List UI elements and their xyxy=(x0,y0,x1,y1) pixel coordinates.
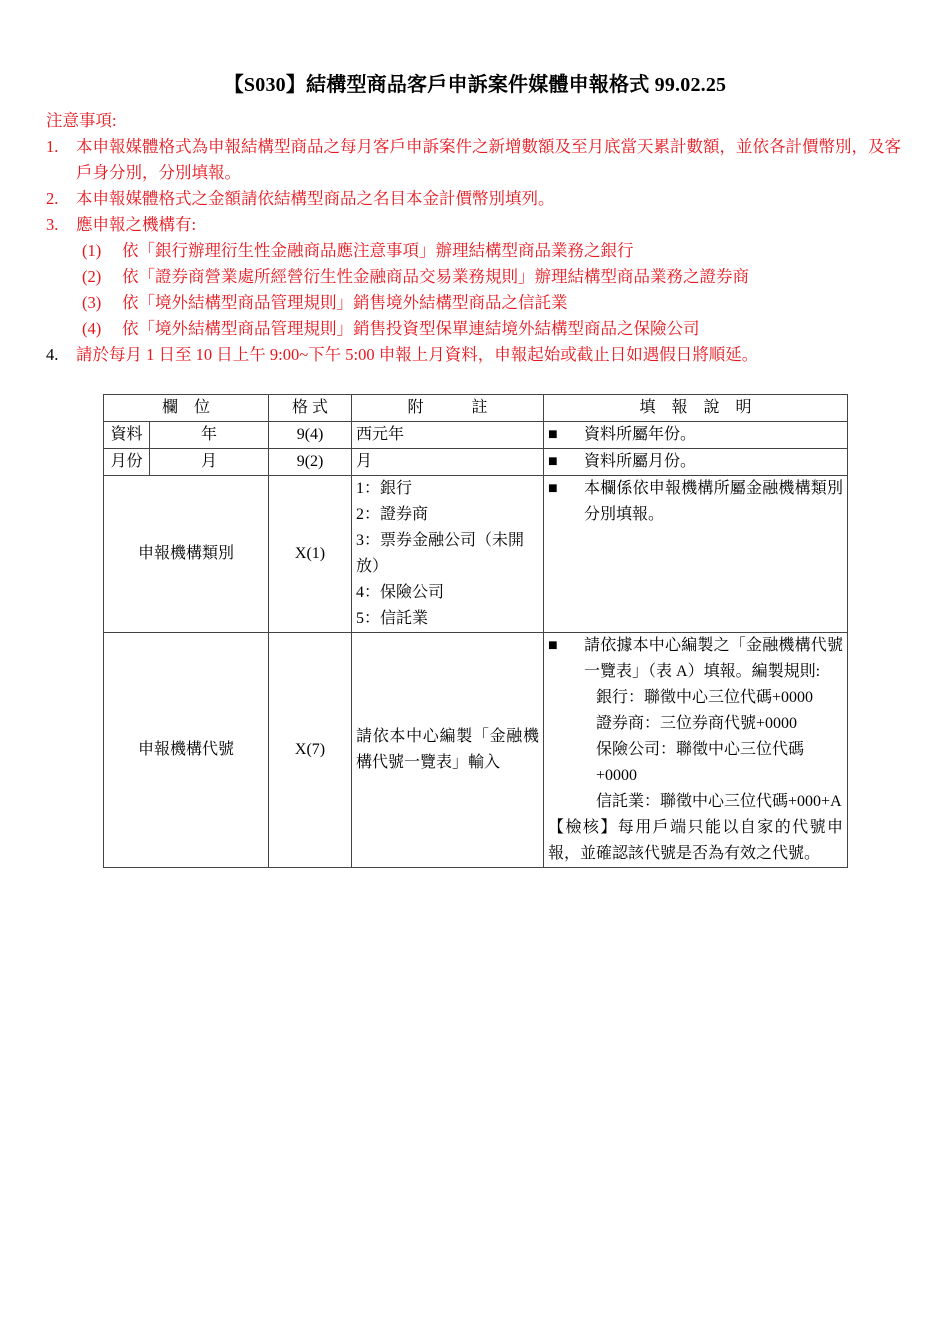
category-option: 5：信託業 xyxy=(356,610,429,627)
header-field: 欄 位 xyxy=(104,395,269,422)
bullet-square-icon: ■ xyxy=(548,426,558,443)
table-row-month xyxy=(104,449,848,476)
subitem-number: (2) xyxy=(82,267,102,286)
field-month: 月 xyxy=(150,449,269,476)
table-row-institution-code xyxy=(104,633,848,868)
category-option: 1：銀行 xyxy=(356,480,413,497)
note-month: 月 xyxy=(352,449,544,476)
note-item-1 xyxy=(46,134,906,186)
note-year: 西元年 xyxy=(352,422,544,449)
note-item-2 xyxy=(46,186,906,212)
format-spec-table xyxy=(103,394,848,868)
code-rule: 保險公司：聯徵中心三位代碼+0000 xyxy=(596,741,805,784)
subitem-number: (1) xyxy=(82,241,102,260)
desc-month: ■ 資料所屬月份。 xyxy=(544,449,848,476)
note-institution-category xyxy=(352,476,544,633)
header-format: 格 式 xyxy=(269,395,352,422)
format-month: 9(2) xyxy=(269,449,352,476)
code-rule: 證券商：三位券商代號+0000 xyxy=(596,715,798,732)
format-institution-code: X(7) xyxy=(269,633,352,868)
note-institution-code: 請依本中心編製「金融機構代號一覽表」輸入 xyxy=(352,633,544,868)
table-row-institution-category xyxy=(104,476,848,633)
note-item-4 xyxy=(46,342,906,368)
format-institution-category: X(1) xyxy=(269,476,352,633)
field-year: 年 xyxy=(150,422,269,449)
format-year: 9(4) xyxy=(269,422,352,449)
category-option: 3：票券金融公司（未開放） xyxy=(356,532,525,575)
subitem-number: (4) xyxy=(82,319,102,338)
code-rule: 信託業：聯徵中心三位代碼+000+A xyxy=(596,793,842,810)
bullet-square-icon: ■ xyxy=(548,480,558,497)
category-option: 4：保險公司 xyxy=(356,584,445,601)
subitem-text: 依「境外結構型商品管理規則」銷售境外結構型商品之信託業 xyxy=(122,293,568,312)
note-text: 請於每月 1 日至 10 日上午 9:00~下午 5:00 申報上月資料，申報起始或截止日如遇假日將順延。 xyxy=(76,345,759,364)
field-institution-code: 申報機構代號 xyxy=(104,633,269,868)
desc-year: ■ 資料所屬年份。 xyxy=(544,422,848,449)
bullet-square-icon: ■ xyxy=(548,637,558,654)
note-text: 應申報之機構有: xyxy=(76,215,197,234)
category-option: 2：證券商 xyxy=(356,506,429,523)
bullet-square-icon: ■ xyxy=(548,453,558,470)
note-number: 1. xyxy=(46,137,59,156)
note-subitem-2 xyxy=(46,264,906,290)
subitem-text: 依「境外結構型商品管理規則」銷售投資型保單連結境外結構型商品之保險公司 xyxy=(122,319,700,338)
subitem-text: 依「銀行辦理衍生性金融商品應注意事項」辦理結構型商品業務之銀行 xyxy=(122,241,634,260)
note-item-3 xyxy=(46,212,906,238)
note-text: 本申報媒體格式之金額請依結構型商品之名目本金計價幣別填列。 xyxy=(76,189,555,208)
note-text: 本申報媒體格式為申報結構型商品之每月客戶申訴案件之新增數額及至月底當天累計數額，並依各計價幣別，及客戶身分別，分別填報。 xyxy=(76,137,901,182)
note-subitem-3 xyxy=(46,290,906,316)
desc-institution-code: ■ 請依據本中心編製之「金融機構代號一覽表」（表 A）填報。編製規則: 銀行：聯徵中心三位代碼+0000 證券商：三位券商代號+0000 保險公司：聯徵中心三位代碼+0000 信託業：聯徵中心三位代碼+000+A 【檢核】每用戶端只能以自家的代號申報，並確認該代號是否為有效之代號。 xyxy=(544,633,848,868)
note-number: 4. xyxy=(46,345,59,364)
note-subitem-4 xyxy=(46,316,906,342)
validation-note: 【檢核】每用戶端只能以自家的代號申報，並確認該代號是否為有效之代號。 xyxy=(548,819,844,862)
note-number: 2. xyxy=(46,189,59,208)
desc-institution-category: ■ 本欄係依申報機構所屬金融機構類別分別填報。 xyxy=(544,476,848,633)
table-header-row xyxy=(104,395,848,422)
header-note: 附 註 xyxy=(352,395,544,422)
document-title: 【S030】結構型商品客戶申訴案件媒體申報格式 99.02.25 xyxy=(223,74,727,96)
field-institution-category: 申報機構類別 xyxy=(104,476,269,633)
group-label-bottom: 月份 xyxy=(104,449,150,476)
note-subitem-1 xyxy=(46,238,906,264)
notes-header: 注意事項: xyxy=(46,111,117,130)
group-label-top: 資料 xyxy=(104,422,150,449)
notes-section xyxy=(46,108,906,368)
table-row-year xyxy=(104,422,848,449)
note-number: 3. xyxy=(46,215,59,234)
subitem-number: (3) xyxy=(82,293,102,312)
subitem-text: 依「證券商營業處所經營衍生性金融商品交易業務規則」辦理結構型商品業務之證券商 xyxy=(122,267,749,286)
code-rule: 銀行：聯徵中心三位代碼+0000 xyxy=(596,689,814,706)
header-description: 填 報 說 明 xyxy=(544,395,848,422)
